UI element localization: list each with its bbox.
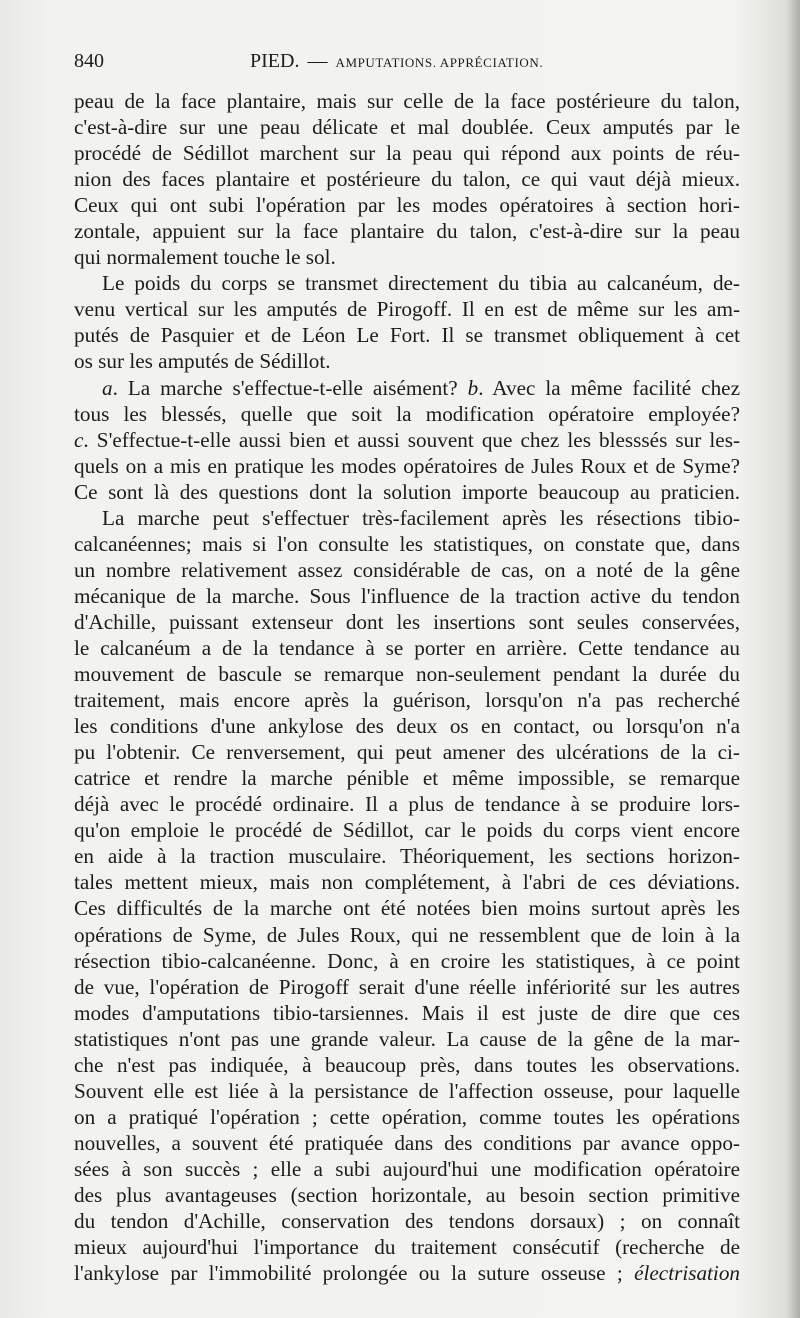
text-line: modes d'amputations tibio-tarsiennes. Mais il est juste de dire que ces xyxy=(74,1000,740,1025)
text-line: Ceux qui ont subi l'opération par les modes opératoires à section hori- xyxy=(74,193,740,218)
text-line: La marche peut s'effectuer très-facilement après les résections tibio- xyxy=(102,505,740,530)
text-line: déjà avec le procédé ordinaire. Il a plus de tendance à se produire lors- xyxy=(74,792,740,817)
text-line: résection tibio-calcanéenne. Donc, à en croire les statistiques, à ce point xyxy=(74,948,740,973)
text-line: c'est-à-dire sur une peau délicate et mal doublée. Ceux amputés par le xyxy=(74,115,740,140)
text-line: mécanique de la marche. Sous l'influence de la traction active du tendon xyxy=(74,583,740,608)
text-line: d'Achille, puissant extenseur dont les insertions sont seules conservées, xyxy=(74,609,740,634)
enumeration-letter: b xyxy=(467,375,479,400)
text-line: des plus avantageuses (section horizontale, au besoin section primitive xyxy=(74,1182,740,1207)
text-line: che n'est pas indiquée, à beaucoup près, dans toutes les observations. xyxy=(74,1052,740,1077)
running-title-dash: — xyxy=(307,50,328,72)
enumeration-letter: a xyxy=(102,375,113,400)
text-line: du tendon d'Achille, conservation des tendons dorsaux) ; on connaît xyxy=(74,1209,740,1234)
text-line: c. S'effectue-t-elle aussi bien et aussi souvent que chez les blesssés sur les- xyxy=(74,427,740,452)
text-line: pu l'obtenir. Ce renversement, qui peut amener des ulcérations de la ci- xyxy=(74,740,740,765)
text-line: zontale, appuient sur la face plantaire du talon, c'est-à-dire sur la peau xyxy=(74,219,740,244)
text-line: Souvent elle est liée à la persistance de l'affection osseuse, pour laquelle xyxy=(74,1078,740,1103)
text-line: calcanéennes; mais si l'on consulte les statistiques, on constate que, dans xyxy=(74,531,740,556)
text-line: a. La marche s'effectue-t-elle aisément? b. Avec la même facilité chez xyxy=(102,375,740,400)
text-line: Ce sont là des questions dont la solution importe beaucoup au praticien. xyxy=(74,479,740,504)
text-line: les conditions d'une ankylose des deux os en contact, ou lorsqu'on n'a xyxy=(74,714,740,739)
enumeration-letter: c xyxy=(74,427,84,452)
text-line: quels on a mis en pratique les modes opératoires de Jules Roux et de Syme? xyxy=(74,453,740,478)
text-line: un nombre relativement assez considérable de cas, on a noté de la gêne xyxy=(74,557,740,582)
text-line: procédé de Sédillot marchent sur la peau qui répond aux points de réu- xyxy=(74,141,740,166)
text-line: sées à son succès ; elle a subi aujourd'hui une modification opératoire xyxy=(74,1156,740,1181)
running-title-main: PIED. xyxy=(250,50,300,72)
text-line: le calcanéum a de la tendance à se porter en arrière. Cette tendance au xyxy=(74,635,740,660)
text-line-last xyxy=(74,1260,740,1286)
running-title-sub: AMPUTATIONS. APPRÉCIATION. xyxy=(335,55,544,70)
text-line: opérations de Syme, de Jules Roux, qui ne ressemblent que de loin à la xyxy=(74,922,740,947)
text-line: statistiques n'ont pas une grande valeur. La cause de la gêne de la mar- xyxy=(74,1026,740,1051)
text-line: Le poids du corps se transmet directement du tibia au calcanéum, de- xyxy=(102,271,740,296)
italic-term: électrisation xyxy=(634,1261,741,1286)
page-number: 840 xyxy=(74,50,104,72)
text-line: traitement, mais encore après la guérison, lorsqu'on n'a pas recherché xyxy=(74,688,740,713)
text-line: mouvement de bascule se remarque non-seulement pendant la durée du xyxy=(74,662,740,687)
text-line: de vue, l'opération de Pirogoff serait d'une réelle infériorité sur les autres xyxy=(74,974,740,999)
text-line: qu'on emploie le procédé de Sédillot, car le poids du corps vient encore xyxy=(74,818,740,843)
text-line: catrice et rendre la marche pénible et même impossible, se remarque xyxy=(74,766,740,791)
text-line: os sur les amputés de Sédillot. xyxy=(74,349,331,374)
text-line: putés de Pasquier et de Léon Le Fort. Il se transmet obliquement à cet xyxy=(74,323,740,348)
text-line: nion des faces plantaire et postérieure du talon, ce qui vaut déjà mieux. xyxy=(74,167,740,192)
text-line-last-start: l'ankylose par l'immobilité prolongée ou la suture osseuse ; xyxy=(74,1261,623,1286)
running-title xyxy=(250,50,543,73)
body-text xyxy=(74,88,740,1286)
page-edge-shadow xyxy=(786,0,800,1318)
text-line: mieux aujourd'hui l'importance du traitement consécutif (recherche de xyxy=(74,1235,740,1260)
text-line: peau de la face plantaire, mais sur celle de la face postérieure du talon, xyxy=(74,89,740,113)
page-header xyxy=(74,50,740,76)
text-line: venu vertical sur les amputés de Pirogoff. Il en est de même sur les am- xyxy=(74,297,740,322)
text-line: qui normalement touche le sol. xyxy=(74,245,336,270)
text-line: en aide à la traction musculaire. Théoriquement, les sections horizon- xyxy=(74,844,740,869)
text-line: tales mettent mieux, mais non complétement, à l'abri de ces déviations. xyxy=(74,870,740,895)
text-line: tous les blessés, quelle que soit la modification opératoire employée? xyxy=(74,401,740,426)
text-line: nouvelles, a souvent été pratiquée dans des conditions par avance oppo- xyxy=(74,1130,740,1155)
text-line: on a pratiqué l'opération ; cette opération, comme toutes les opérations xyxy=(74,1104,740,1129)
text-line: Ces difficultés de la marche ont été notées bien moins surtout après les xyxy=(74,896,740,921)
